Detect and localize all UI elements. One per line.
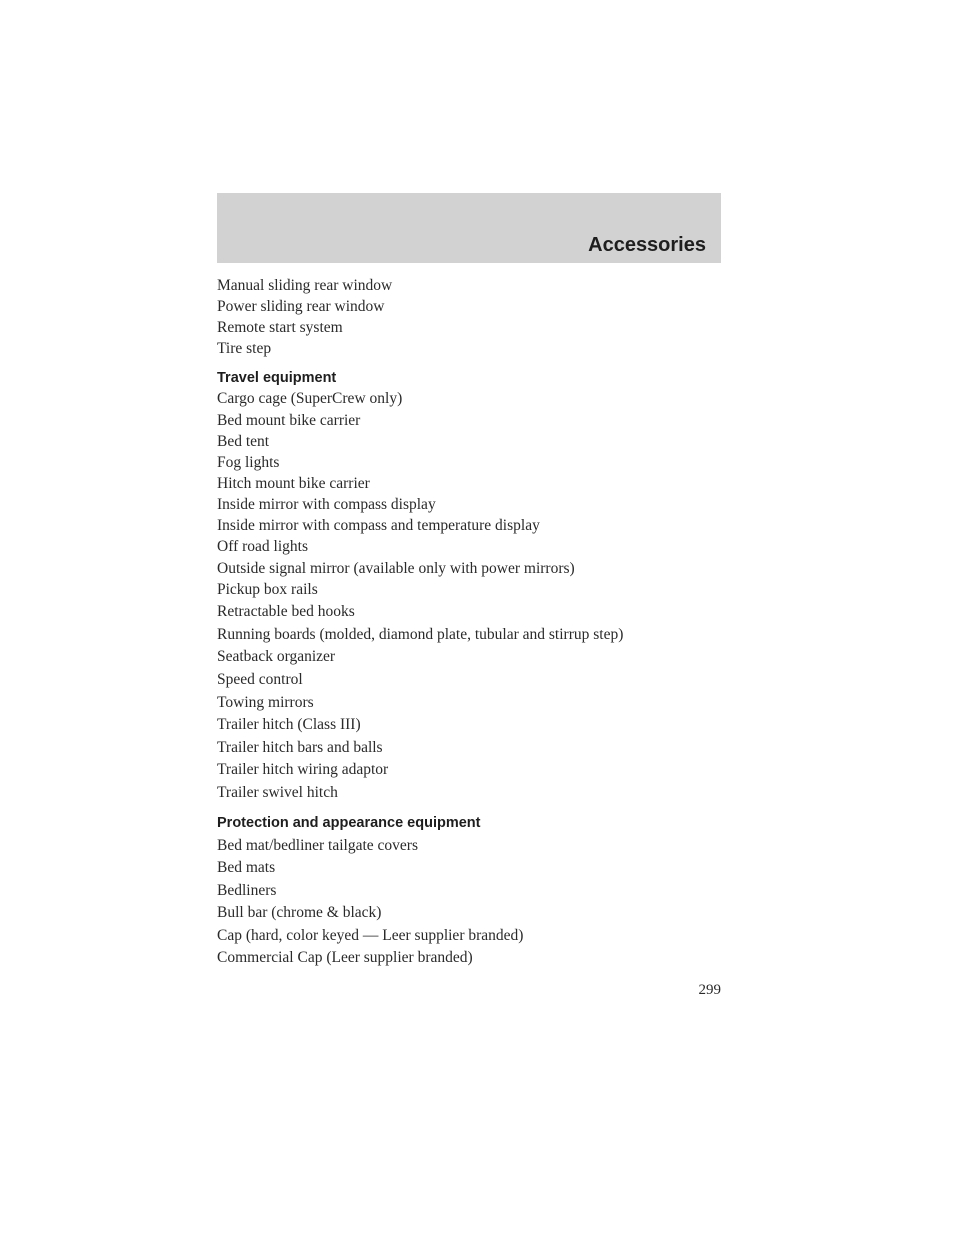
list-item: Remote start system [217,319,343,336]
list-item: Pickup box rails [217,581,318,598]
list-item: Bull bar (chrome & black) [217,904,382,921]
list-item: Cargo cage (SuperCrew only) [217,390,403,407]
list-item: Bed mount bike carrier [217,412,361,429]
list-item: Outside signal mirror (available only with power mirrors) [217,560,575,577]
list-item: Retractable bed hooks [217,603,355,620]
list-item: Inside mirror with compass display [217,496,436,513]
page-number: 299 [698,982,721,998]
section-title: Accessories [588,234,706,256]
list-item: Tire step [217,340,272,357]
list-item: Bed mats [217,859,276,876]
list-item: Running boards (molded, diamond plate, tubular and stirrup step) [217,626,624,643]
subheading-protection-appearance: Protection and appearance equipment [217,815,481,831]
section-header-band [217,193,721,263]
list-item: Seatback organizer [217,648,336,665]
list-item: Speed control [217,671,303,688]
list-item: Commercial Cap (Leer supplier branded) [217,949,473,966]
list-item: Trailer hitch (Class III) [217,716,361,733]
list-item: Towing mirrors [217,694,314,711]
list-item: Power sliding rear window [217,298,385,315]
list-item: Inside mirror with compass and temperature display [217,517,540,534]
list-item: Off road lights [217,538,308,555]
list-item: Manual sliding rear window [217,277,393,294]
list-item: Bed tent [217,433,270,450]
list-item: Bedliners [217,882,277,899]
list-item: Cap (hard, color keyed — Leer supplier branded) [217,927,524,944]
list-item: Hitch mount bike carrier [217,475,370,492]
list-item: Trailer swivel hitch [217,784,338,801]
list-item: Fog lights [217,454,280,471]
subheading-travel-equipment: Travel equipment [217,370,337,386]
list-item: Bed mat/bedliner tailgate covers [217,837,418,854]
list-item: Trailer hitch bars and balls [217,739,383,756]
list-item: Trailer hitch wiring adaptor [217,761,389,778]
